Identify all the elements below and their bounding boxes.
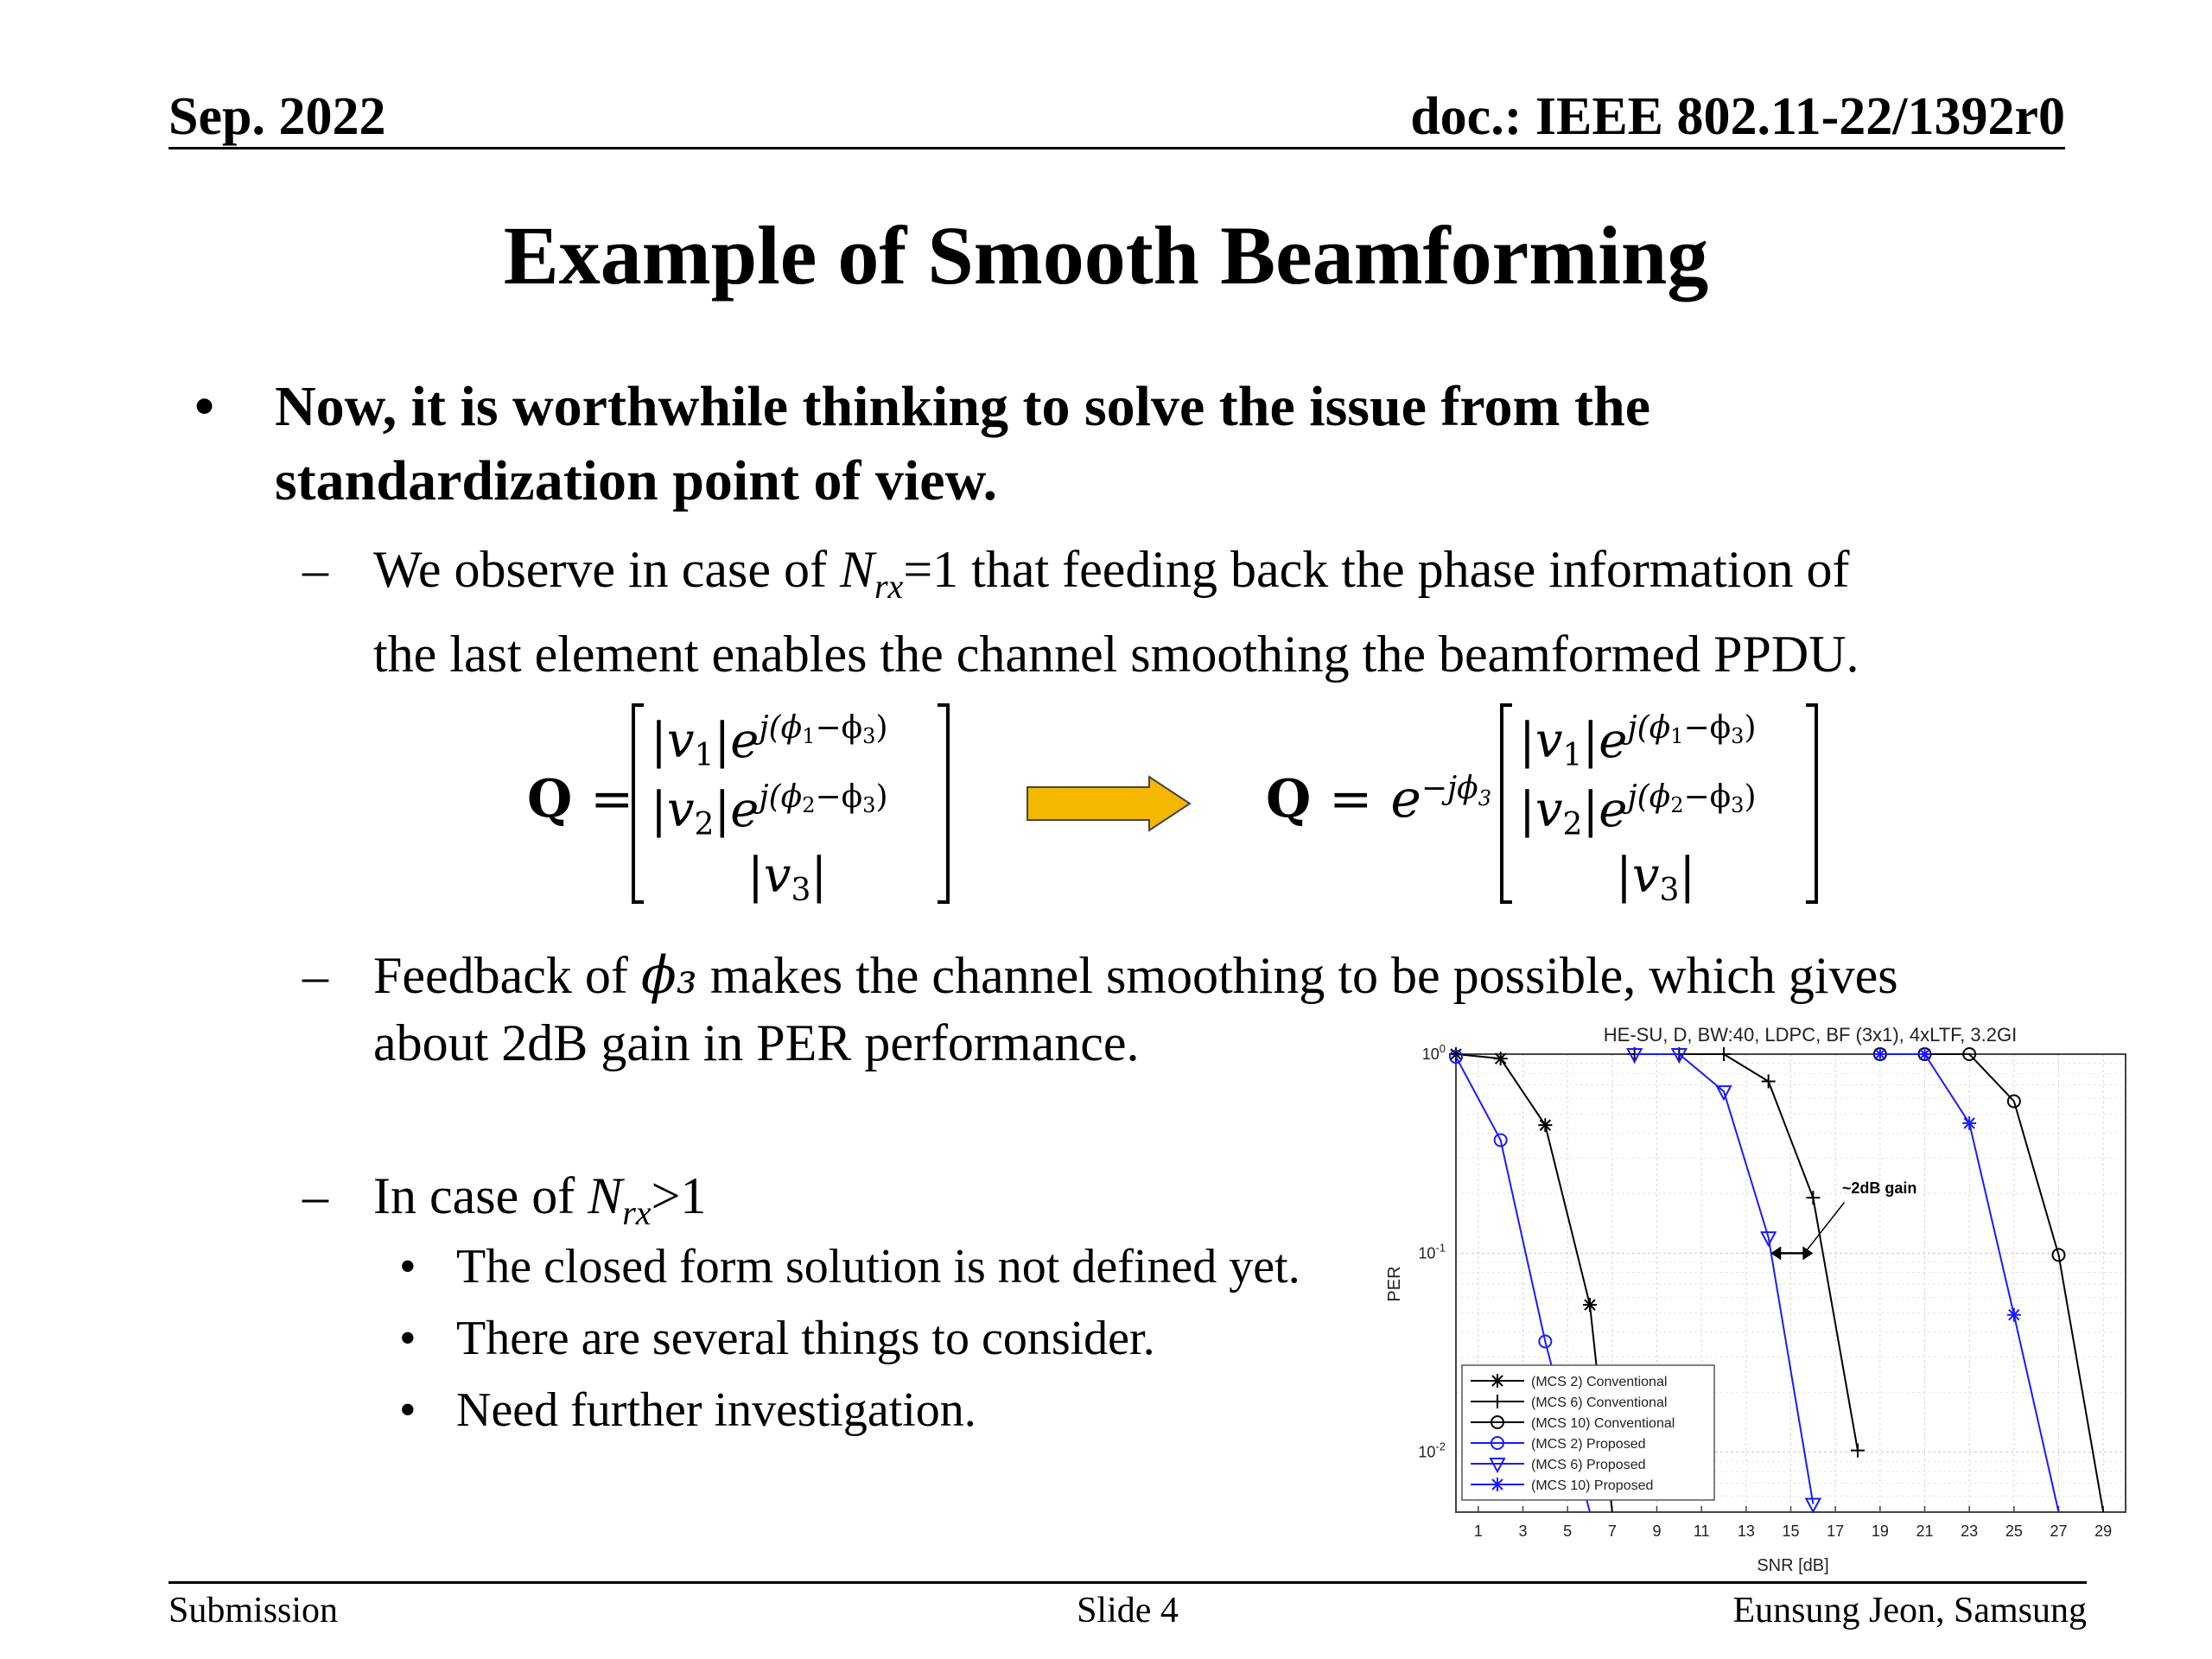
sub1-line2: the last element enables the channel smoothing the beamformed PPDU. [373, 626, 1859, 683]
matrix-row-3: |v3| [747, 848, 828, 907]
x-tick-label: 3 [1518, 1522, 1528, 1540]
equation [0, 691, 2212, 916]
nrx-subscript: rx [874, 567, 904, 606]
x-tick-label: 21 [1916, 1522, 1934, 1540]
legend-label: (MCS 2) Conventional [1531, 1375, 1668, 1389]
nrx-subscript: rx [622, 1193, 652, 1232]
asterisk-marker [1962, 1116, 1976, 1130]
x-tick-label: 15 [1782, 1522, 1800, 1540]
sub2-dash: – [302, 947, 328, 1004]
sub3-part-b: >1 [651, 1167, 707, 1224]
bullet-main-line1: Now, it is worthwhile thinking to solve the issue from the [275, 375, 1650, 438]
asterisk-marker [1583, 1298, 1597, 1312]
sub2-part-b: makes the channel smoothing to be possible, which gives [696, 947, 1898, 1004]
chart-title: HE-SU, D, BW:40, LDPC, BF (3x1), 4xLTF, 3.2GI [1603, 1024, 2018, 1046]
y-tick-label: $10^0$ [1421, 1042, 1446, 1063]
matrix-row-2: $|v2|e^{j(\phi}2-\phi 3$) [651, 779, 888, 842]
matrix-row-1: $|v1|e^{j(\phi}1-\phi 3$) [1519, 710, 1757, 773]
left-matrix [626, 700, 955, 907]
plus-marker [1762, 1074, 1776, 1088]
sub3-dash: – [302, 1167, 328, 1224]
x-axis-ticks [1474, 1506, 2112, 1540]
phi3-symbol: ϕ₃ [640, 945, 697, 1006]
sub2-part-a: Feedback of [373, 947, 641, 1004]
y-axis-ticks [1418, 1042, 1446, 1461]
plus-marker [1851, 1444, 1865, 1458]
header-date: Sep. 2022 [168, 87, 386, 146]
gain-label: ~2dB gain [1841, 1179, 1917, 1198]
bullet-main-line2: standardization point of view. [275, 449, 998, 512]
equation-q-left: Q = [527, 769, 634, 830]
slide-title: Example of Smooth Beamforming [503, 209, 1709, 302]
y-tick-label: $10^{-1}$ [1418, 1241, 1446, 1262]
sub1-part-b: =1 that feeding back the phase information of [903, 541, 1850, 598]
chart-legend [1462, 1365, 1714, 1500]
x-tick-label: 23 [1961, 1522, 1979, 1540]
list-item: The closed form solution is not defined yet. [456, 1240, 1300, 1294]
bullet-main [275, 370, 2089, 518]
legend-label: (MCS 10) Proposed [1531, 1478, 1654, 1493]
matrix-row-2: $|v2|e^{j(\phi}2-\phi 3$) [1519, 779, 1757, 842]
x-tick-label: 5 [1563, 1522, 1573, 1540]
right-bracket [938, 705, 948, 902]
asterisk-marker [1918, 1047, 1932, 1061]
matrix-row-3: |v3| [1616, 848, 1696, 907]
x-tick-label: 25 [2005, 1522, 2023, 1540]
per-chart [1374, 1020, 2134, 1581]
asterisk-marker [1494, 1052, 1508, 1065]
x-tick-label: 27 [2050, 1522, 2068, 1540]
legend-label: (MCS 6) Proposed [1531, 1458, 1646, 1472]
x-tick-label: 7 [1607, 1522, 1617, 1540]
asterisk-marker [1491, 1374, 1504, 1388]
x-tick-label: 11 [1693, 1522, 1710, 1540]
y-tick-label: $10^{-2}$ [1418, 1440, 1446, 1461]
arrow-shape [1027, 777, 1190, 830]
series-line [1880, 1054, 2103, 1512]
bullet-symbol: • [194, 375, 215, 438]
list-item: There are several things to consider. [456, 1312, 1155, 1365]
right-bracket [1806, 705, 1816, 902]
plus-marker [1806, 1191, 1820, 1205]
x-tick-label: 1 [1473, 1522, 1483, 1540]
equation-q-right: $Q = e^{-j\phi_3}$ [1266, 769, 1491, 830]
plus-marker [1717, 1047, 1731, 1061]
gain-leader-line [1804, 1203, 1844, 1254]
legend-label: (MCS 10) Conventional [1531, 1416, 1675, 1431]
chart-x-label: SNR [dB] [1757, 1556, 1829, 1575]
sub3-part-a: In case of [373, 1167, 588, 1224]
sub1-text [373, 536, 2084, 688]
gain-annotation [1770, 1179, 1916, 1260]
x-tick-label: 29 [2094, 1522, 2113, 1540]
sub1-dash: – [302, 541, 328, 598]
asterisk-marker [1491, 1478, 1504, 1491]
asterisk-marker [2007, 1308, 2021, 1322]
legend-label: (MCS 6) Conventional [1531, 1395, 1668, 1410]
list-item-bullet: • [399, 1240, 416, 1294]
footer-submission: Submission [168, 1591, 339, 1630]
chart-y-label: PER [1385, 1266, 1404, 1302]
x-tick-label: 9 [1652, 1522, 1662, 1540]
list-item-bullet: • [399, 1312, 416, 1365]
series-mcs-10-conventional [1874, 1048, 2103, 1512]
header-rule [168, 147, 2065, 149]
footer-slide-number: Slide 4 [1077, 1591, 1179, 1630]
x-tick-label: 19 [1871, 1522, 1889, 1540]
arrow-right-icon [1024, 773, 1197, 834]
nrx-symbol: N [839, 541, 874, 598]
matrix-row-1: $|v1|e^{j(\phi}1-\phi 3$) [651, 710, 888, 773]
list-item: Need further investigation. [456, 1383, 976, 1437]
x-tick-label: 17 [1827, 1522, 1845, 1540]
footer-author: Eunsung Jeon, Samsung [1732, 1591, 2087, 1630]
right-matrix [1495, 700, 1823, 907]
asterisk-marker [1873, 1047, 1887, 1061]
sub1-part-a: We observe in case of [373, 541, 840, 598]
series-mcs-10-proposed [1873, 1047, 2059, 1512]
sub3-text [373, 1162, 706, 1247]
legend-label: (MCS 2) Proposed [1531, 1437, 1646, 1452]
left-bracket [1502, 705, 1512, 902]
list-item-bullet: • [399, 1383, 416, 1437]
left-bracket [633, 705, 644, 902]
x-tick-label: 13 [1737, 1522, 1755, 1540]
asterisk-marker [1538, 1118, 1552, 1132]
footer-rule [168, 1581, 2087, 1584]
sub2-line2: about 2dB gain in PER performance. [373, 1014, 1140, 1071]
nrx-symbol: N [588, 1167, 623, 1224]
header-doc-id: doc.: IEEE 802.11-22/1392r0 [1410, 87, 2065, 146]
